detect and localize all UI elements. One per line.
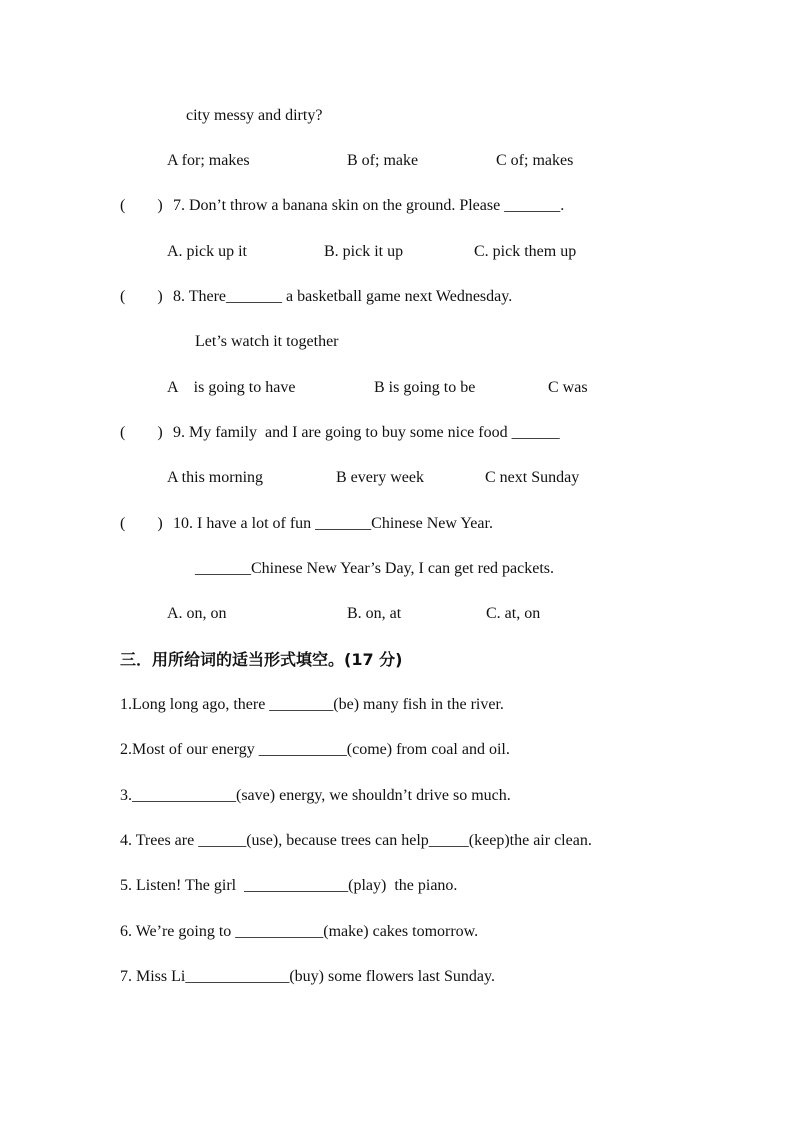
q9-option-c: C next Sunday xyxy=(485,469,580,486)
q9-option-b: B every week xyxy=(336,469,424,486)
q6-option-c: C of; makes xyxy=(496,152,574,169)
q7-option-b: B. pick it up xyxy=(324,243,404,260)
q8-option-b: B is going to be xyxy=(374,379,476,396)
q7-option-a: A. pick up it xyxy=(167,243,247,260)
section-3-heading: 三．用所给词的适当形式填空。(17 分) xyxy=(120,650,403,669)
q10-continuation: _______Chinese New Year’s Day, I can get red packets. xyxy=(195,560,555,577)
q6-option-a: A for; makes xyxy=(167,152,250,169)
q8-option-a: A is going to have xyxy=(167,379,296,396)
q10-stem: 10. I have a lot of fun _______Chinese New Year. xyxy=(173,515,493,532)
q8-continuation: Let’s watch it together xyxy=(195,333,339,350)
fill-blank-item-1: 1.Long long ago, there ________(be) many fish in the river. xyxy=(120,696,504,713)
q8-option-c: C was xyxy=(548,379,588,396)
q7-option-c: C. pick them up xyxy=(474,243,577,260)
q8-stem: 8. There_______ a basketball game next Wednesday. xyxy=(173,288,513,305)
q10-answer-blank: ( ) xyxy=(120,515,163,532)
q10-option-a: A. on, on xyxy=(167,605,227,622)
q6-option-b: B of; make xyxy=(347,152,419,169)
q10-option-b: B. on, at xyxy=(347,605,402,622)
q7-answer-blank: ( ) xyxy=(120,197,163,214)
fill-blank-item-2: 2.Most of our energy ___________(come) from coal and oil. xyxy=(120,741,510,758)
q8-answer-blank: ( ) xyxy=(120,288,163,305)
fill-blank-item-6: 6. We’re going to ___________(make) cakes tomorrow. xyxy=(120,923,479,940)
q10-option-c: C. at, on xyxy=(486,605,541,622)
fill-blank-item-5: 5. Listen! The girl _____________(play) the piano. xyxy=(120,877,458,894)
fill-blank-item-7: 7. Miss Li_____________(buy) some flowers last Sunday. xyxy=(120,968,495,985)
fill-blank-item-3: 3._____________(save) energy, we shouldn’t drive so much. xyxy=(120,787,511,804)
question-6-continuation: city messy and dirty? xyxy=(186,107,323,124)
q7-stem: 7. Don’t throw a banana skin on the ground. Please _______. xyxy=(173,197,565,214)
q9-option-a: A this morning xyxy=(167,469,264,486)
q9-stem: 9. My family and I are going to buy some nice food ______ xyxy=(173,424,560,441)
q9-answer-blank: ( ) xyxy=(120,424,163,441)
fill-blank-item-4: 4. Trees are ______(use), because trees can help_____(keep)the air clean. xyxy=(120,832,592,849)
